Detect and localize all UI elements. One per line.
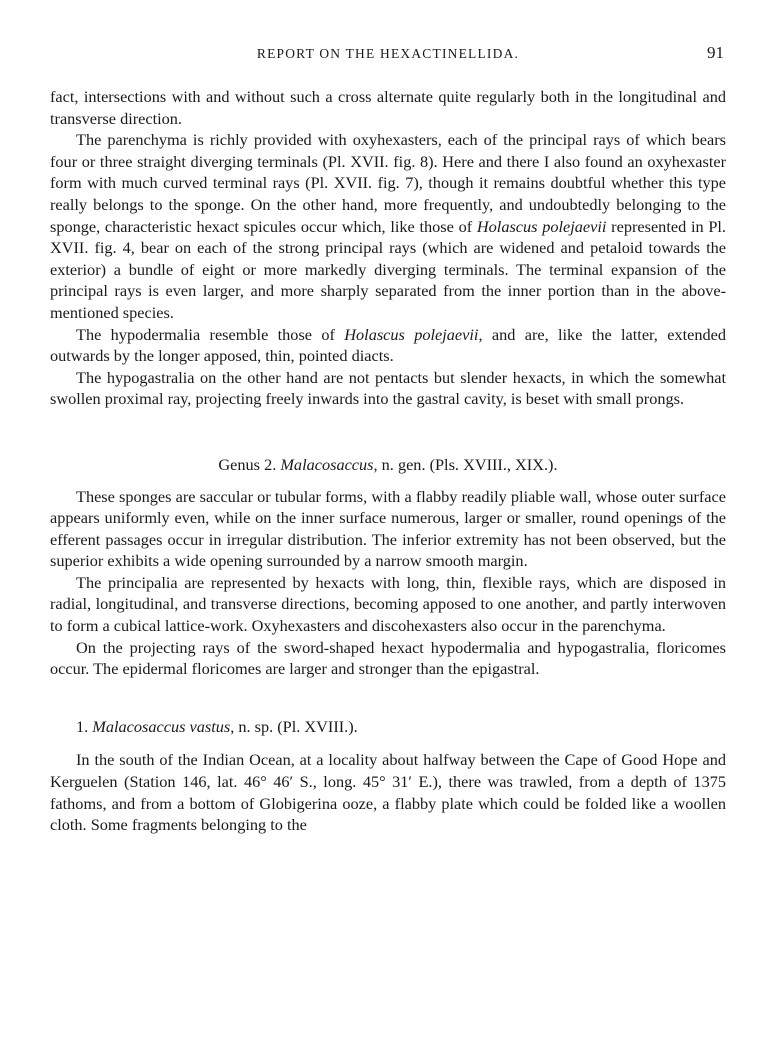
heading-prefix: Genus 2. xyxy=(218,454,281,474)
paragraph: fact, intersections with and without such a cross alternate quite regularly both in the longitudinal and transverse direction. xyxy=(50,87,726,128)
species-heading xyxy=(50,716,726,738)
species-name: Holascus polejaevii xyxy=(476,216,607,236)
paragraph: The principalia are represented by hexacts with long, thin, flexible rays, which are disposed in radial, longitudinal, and transverse directions, becoming apposed to one another, and partly interwoven to form a cubical lattice-work. Oxyhexasters and discohexasters also occur in the parenchyma. xyxy=(50,572,726,636)
text-run: The hypodermalia resemble those of xyxy=(76,324,345,344)
paragraph: The hypogastralia on the other hand are not pentacts but slender hexacts, in which the somewhat swollen proximal ray, projecting freely inwards into the gastral cavity, is beset with small prongs. xyxy=(50,367,726,409)
running-head xyxy=(50,43,726,68)
page-number: 91 xyxy=(707,43,724,62)
paragraph: In the south of the Indian Ocean, at a locality about halfway between the Cape of Good Hope and Kerguelen (Station 146, lat. 46° 46′ S., long. 45° 31′ E.), there was trawled, from a depth of 1375 fathoms, and from a bottom of Globigerina ooze, a flabby plate which could be folded like a woollen cloth. Some fragments belonging to the xyxy=(50,750,726,835)
heading-prefix: 1. xyxy=(76,716,93,736)
genus-heading xyxy=(50,454,726,476)
species-name: Malacosaccus vastus xyxy=(92,716,231,736)
paragraph: These sponges are saccular or tubular forms, with a flabby readily pliable wall, whose outer surface appears uniformly even, while on the inner surface numerous, larger or smaller, round openings of the efferent passages occur in irregular distribution. The inferior extremity has not been observed, but the superior exhibits a wide opening surrounded by a narrow smooth margin. xyxy=(50,486,726,571)
paragraph: On the projecting rays of the sword-shaped hexact hypodermalia and hypogastralia, floricomes occur. The epidermal floricomes are larger and stronger than the epigastral. xyxy=(50,637,726,679)
text-run: , and are, like the latter, extended outwards by the longer apposed, thin, pointed diacts. xyxy=(50,324,726,366)
running-title: REPORT ON THE HEXACTINELLIDA. xyxy=(256,46,520,61)
heading-suffix: , n. sp. (Pl. XVIII.). xyxy=(230,716,358,736)
species-name: Holascus polejaevii xyxy=(344,324,479,344)
paragraph xyxy=(50,129,726,323)
text-run: represented in Pl. XVII. fig. 4, bear on each of the strong principal rays (which are widened and petaloid towards the exterior) a bundle of eight or more markedly diverging terminals. The terminal expansion of the principal rays is even larger, and more sharply separated from the inner portion than in the above-mentioned species. xyxy=(50,216,726,322)
body-text xyxy=(50,86,726,836)
text-run: The parenchyma is richly provided with oxyhexasters, each of the principal rays of which bears four or three straight diverging terminals (Pl. XVII. fig. 8). Here and there I also found an oxyhexaster form with much curved terminal rays (Pl. XVII. fig. 7), though it remains doubtful whether this type really belongs to the sponge. On the other hand, more frequently, and undoubtedly belonging to the sponge, characteristic hexact spicules occur which, like those of xyxy=(50,130,726,236)
paragraph xyxy=(50,324,726,367)
genus-name: Malacosaccus xyxy=(280,454,374,474)
heading-suffix: , n. gen. (Pls. XVIII., XIX.). xyxy=(373,454,558,474)
